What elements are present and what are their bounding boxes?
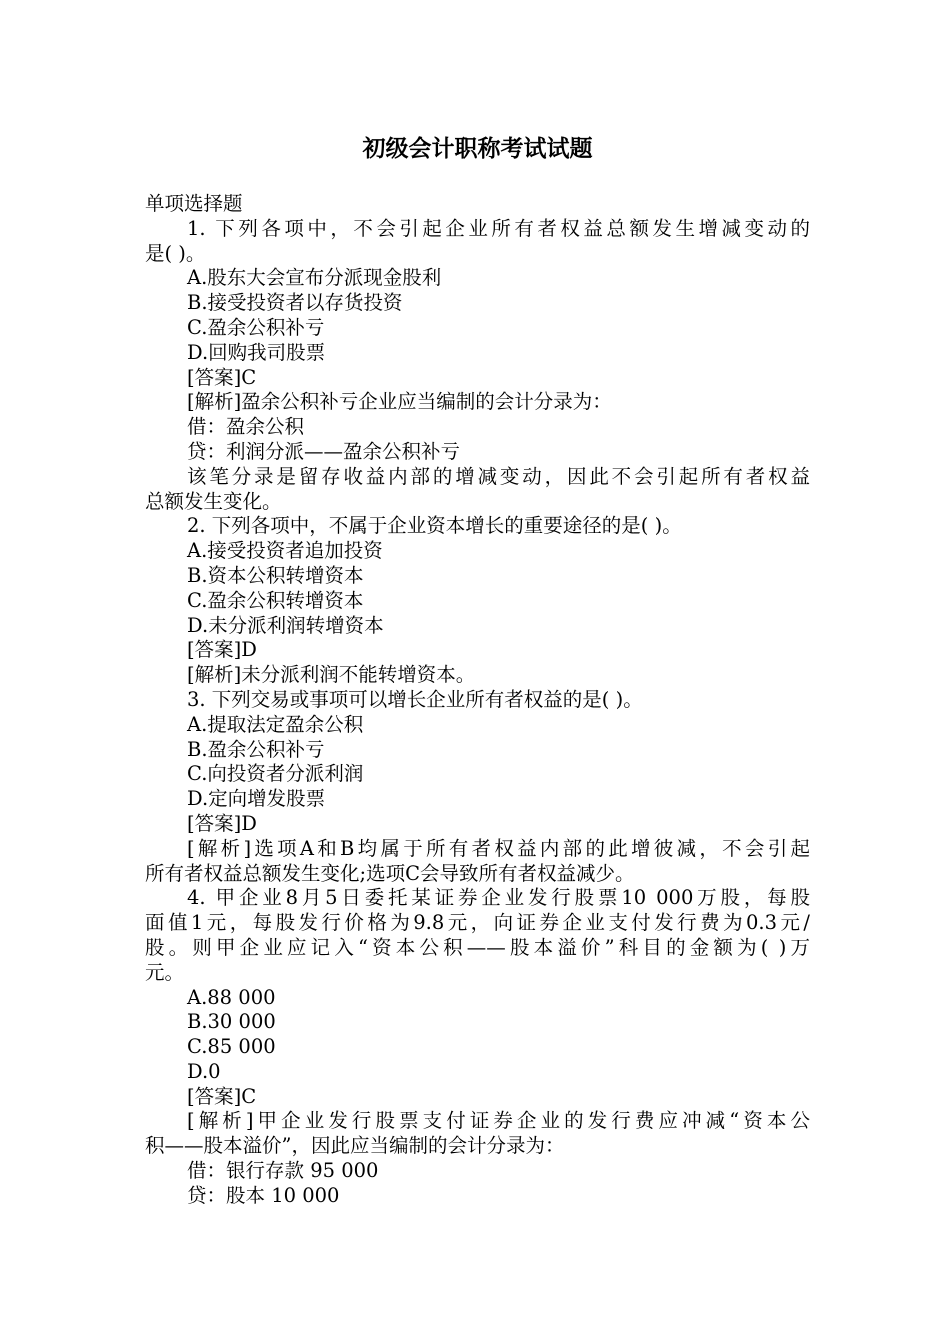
text-line: D.定向增发股票 xyxy=(187,787,326,811)
text-line: 所有者权益总额发生变化;选项C会导致所有者权益减少。 xyxy=(145,861,635,885)
text-line: C.盈余公积转增资本 xyxy=(187,588,364,612)
text-line: C.向投资者分派利润 xyxy=(187,762,364,786)
text-line: 3. 下列交易或事项可以增长企业所有者权益的是( )。 xyxy=(187,687,643,711)
text-line: [答案]D xyxy=(187,811,257,835)
text-line: 单项选择题 xyxy=(145,192,243,215)
text-line: 总额发生变化。 xyxy=(145,489,282,513)
text-line: B.盈余公积补亏 xyxy=(187,737,325,761)
text-line: [解析]选项A和B均属于所有者权益内部的此增彼减，不会引起 xyxy=(187,836,810,860)
text-line: 是( )。 xyxy=(145,241,206,265)
text-line: 该笔分录是留存收益内部的增减变动，因此不会引起所有者权益 xyxy=(187,464,810,488)
text-line: 贷：股本 10 000 xyxy=(187,1183,340,1207)
text-line: 1. 下列各项中，不会引起企业所有者权益总额发生增减变动的 xyxy=(187,216,810,240)
text-line: D.未分派利润转增资本 xyxy=(187,613,384,637)
text-line: B.30 000 xyxy=(187,1010,276,1034)
text-line: 贷：利润分派——盈余公积补亏 xyxy=(187,439,461,463)
text-line: A.提取法定盈余公积 xyxy=(187,712,364,736)
text-line: [答案]C xyxy=(187,365,257,389)
text-line: 元。 xyxy=(145,960,185,984)
text-line: 4. 甲企业8月5日委托某证券企业发行股票10 000万股，每股 xyxy=(187,886,810,910)
text-line: A.股东大会宣布分派现金股利 xyxy=(187,266,442,290)
text-line: B.资本公积转增资本 xyxy=(187,563,364,587)
text-line: B.接受投资者以存货投资 xyxy=(187,291,403,315)
document-title: 初级会计职称考试试题 xyxy=(362,135,593,162)
text-line: 积——股本溢价”，因此应当编制的会计分录为： xyxy=(145,1134,565,1158)
text-line: A.88 000 xyxy=(187,985,276,1009)
text-line: [解析]未分派利润不能转增资本。 xyxy=(187,663,476,687)
text-line: 股。则甲企业应记入“资本公积——股本溢价”科目的金额为( )万 xyxy=(145,935,810,959)
text-line: 借：银行存款 95 000 xyxy=(187,1159,379,1183)
document-body xyxy=(145,192,810,1209)
text-line: A.接受投资者追加投资 xyxy=(187,539,383,563)
text-line: C.盈余公积补亏 xyxy=(187,315,325,339)
text-line: [解析]甲企业发行股票支付证券企业的发行费应冲减“资本公 xyxy=(187,1109,810,1133)
text-line: 2. 下列各项中，不属于企业资本增长的重要途径的是( )。 xyxy=(187,514,682,538)
text-line: [答案]D xyxy=(187,638,257,662)
text-line: D.回购我司股票 xyxy=(187,340,326,364)
text-line: 借：盈余公积 xyxy=(187,415,305,439)
text-line: D.0 xyxy=(187,1059,221,1083)
text-line: C.85 000 xyxy=(187,1035,276,1059)
text-line: [解析]盈余公积补亏企业应当编制的会计分录为： xyxy=(187,390,612,414)
text-line: [答案]C xyxy=(187,1084,257,1108)
text-line: 面值1元，每股发行价格为9.8元，向证券企业支付发行费为0.3元/ xyxy=(145,911,810,935)
